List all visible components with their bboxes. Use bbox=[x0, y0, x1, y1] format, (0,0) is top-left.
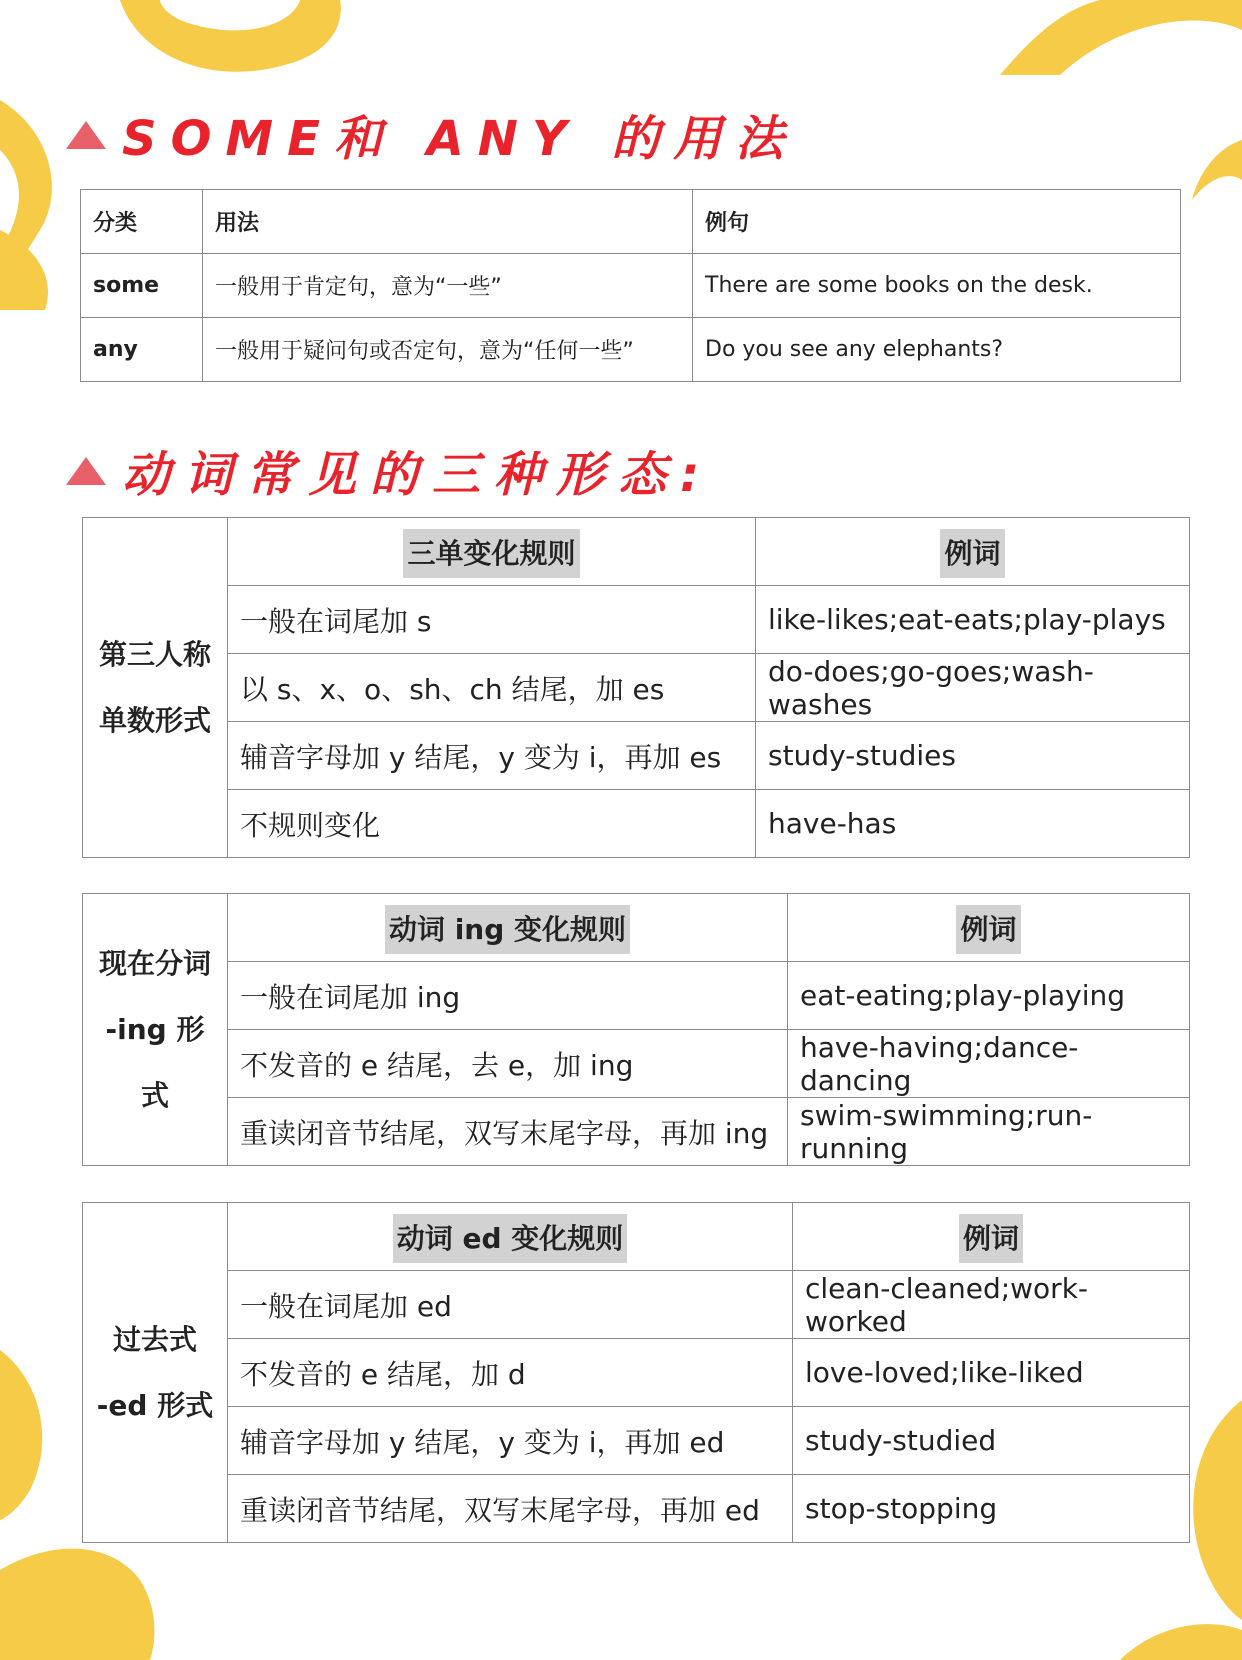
example-cell: There are some books on the desk. bbox=[693, 254, 1181, 318]
example-cell: love-loved;like-liked bbox=[793, 1339, 1190, 1407]
table-header-row bbox=[83, 518, 1190, 586]
example-cell: eat-eating;play-playing bbox=[788, 962, 1190, 1030]
rule-cell: 一般在词尾加 ed bbox=[228, 1271, 793, 1339]
table-header-row bbox=[83, 894, 1190, 962]
header-example bbox=[788, 894, 1190, 962]
header-example-text: 例词 bbox=[959, 1214, 1023, 1263]
side-label-line2: -ed 形式 bbox=[96, 1388, 214, 1422]
third-person-table bbox=[82, 517, 1190, 858]
example-cell: study-studied bbox=[793, 1407, 1190, 1475]
present-participle-table bbox=[82, 893, 1190, 1166]
example-cell: clean-cleaned;work-worked bbox=[793, 1271, 1190, 1339]
table-row bbox=[83, 1271, 1190, 1339]
header-rule bbox=[228, 1203, 793, 1271]
decoration-top-left bbox=[100, 0, 360, 80]
example-cell: stop-stopping bbox=[793, 1475, 1190, 1543]
example-cell: study-studies bbox=[756, 722, 1190, 790]
table-row bbox=[83, 722, 1190, 790]
header-rule-text: 动词 ed 变化规则 bbox=[393, 1214, 628, 1263]
rule-cell: 以 s、x、o、sh、ch 结尾，加 es bbox=[228, 654, 756, 722]
table-header-row bbox=[83, 1203, 1190, 1271]
table-row bbox=[83, 1339, 1190, 1407]
usage-cell: 一般用于疑问句或否定句，意为“任何一些” bbox=[203, 318, 693, 382]
section-title-verb-forms bbox=[66, 436, 713, 505]
table-row bbox=[83, 1407, 1190, 1475]
side-label-line1: 第三人称 bbox=[98, 637, 211, 671]
example-cell: Do you see any elephants? bbox=[693, 318, 1181, 382]
side-label-line1: 现在分词 bbox=[98, 946, 211, 980]
example-cell: swim-swimming;run-running bbox=[788, 1098, 1190, 1166]
decoration-right bbox=[1192, 140, 1242, 250]
rule-cell: 不规则变化 bbox=[228, 790, 756, 858]
decoration-top-right bbox=[1000, 0, 1242, 80]
header-category: 分类 bbox=[81, 190, 203, 254]
example-cell: have-having;dance-dancing bbox=[788, 1030, 1190, 1098]
table-row bbox=[83, 1098, 1190, 1166]
header-rule-text: 动词 ing 变化规则 bbox=[385, 905, 630, 954]
triangle-icon bbox=[66, 121, 106, 149]
table-row bbox=[83, 586, 1190, 654]
rule-cell: 辅音字母加 y 结尾，y 变为 i，再加 es bbox=[228, 722, 756, 790]
rule-cell: 不发音的 e 结尾，去 e，加 ing bbox=[228, 1030, 788, 1098]
header-example-text: 例词 bbox=[956, 905, 1020, 954]
category-cell: any bbox=[81, 318, 203, 382]
table-row bbox=[83, 962, 1190, 1030]
example-cell: have-has bbox=[756, 790, 1190, 858]
category-cell: some bbox=[81, 254, 203, 318]
side-label-line2: 单数形式 bbox=[98, 703, 211, 737]
section-title-text: 动词常见的三种形态: bbox=[122, 447, 714, 503]
past-tense-table bbox=[82, 1202, 1190, 1543]
header-rule-text: 三单变化规则 bbox=[403, 529, 579, 578]
some-any-table bbox=[80, 189, 1181, 382]
rule-cell: 一般在词尾加 s bbox=[228, 586, 756, 654]
rule-cell: 重读闭音节结尾，双写末尾字母，再加 ed bbox=[228, 1475, 793, 1543]
header-rule bbox=[228, 518, 756, 586]
table-row bbox=[83, 1030, 1190, 1098]
table-row bbox=[83, 654, 1190, 722]
header-example bbox=[756, 518, 1190, 586]
header-example: 例句 bbox=[693, 190, 1181, 254]
header-usage: 用法 bbox=[203, 190, 693, 254]
table-row bbox=[81, 254, 1181, 318]
decoration-left bbox=[0, 100, 70, 310]
table-row bbox=[83, 1475, 1190, 1543]
side-label-line1: 过去式 bbox=[112, 1322, 197, 1356]
rule-cell: 不发音的 e 结尾，加 d bbox=[228, 1339, 793, 1407]
rule-cell: 重读闭音节结尾，双写末尾字母，再加 ing bbox=[228, 1098, 788, 1166]
table-row bbox=[83, 790, 1190, 858]
rule-cell: 辅音字母加 y 结尾，y 变为 i，再加 ed bbox=[228, 1407, 793, 1475]
section-title-text: SOME和 ANY 的用法 bbox=[122, 111, 798, 167]
side-label bbox=[83, 518, 228, 858]
section-title-some-any bbox=[66, 100, 797, 169]
side-label-line2: -ing 形式 bbox=[105, 1012, 205, 1112]
triangle-icon bbox=[66, 457, 106, 485]
example-cell: do-does;go-goes;wash-washes bbox=[756, 654, 1190, 722]
example-cell: like-likes;eat-eats;play-plays bbox=[756, 586, 1190, 654]
table-row bbox=[81, 318, 1181, 382]
side-label bbox=[83, 1203, 228, 1543]
side-label bbox=[83, 894, 228, 1166]
table-header-row bbox=[81, 190, 1181, 254]
rule-cell: 一般在词尾加 ing bbox=[228, 962, 788, 1030]
header-example-text: 例词 bbox=[940, 529, 1004, 578]
usage-cell: 一般用于肯定句，意为“一些” bbox=[203, 254, 693, 318]
header-example bbox=[793, 1203, 1190, 1271]
header-rule bbox=[228, 894, 788, 962]
